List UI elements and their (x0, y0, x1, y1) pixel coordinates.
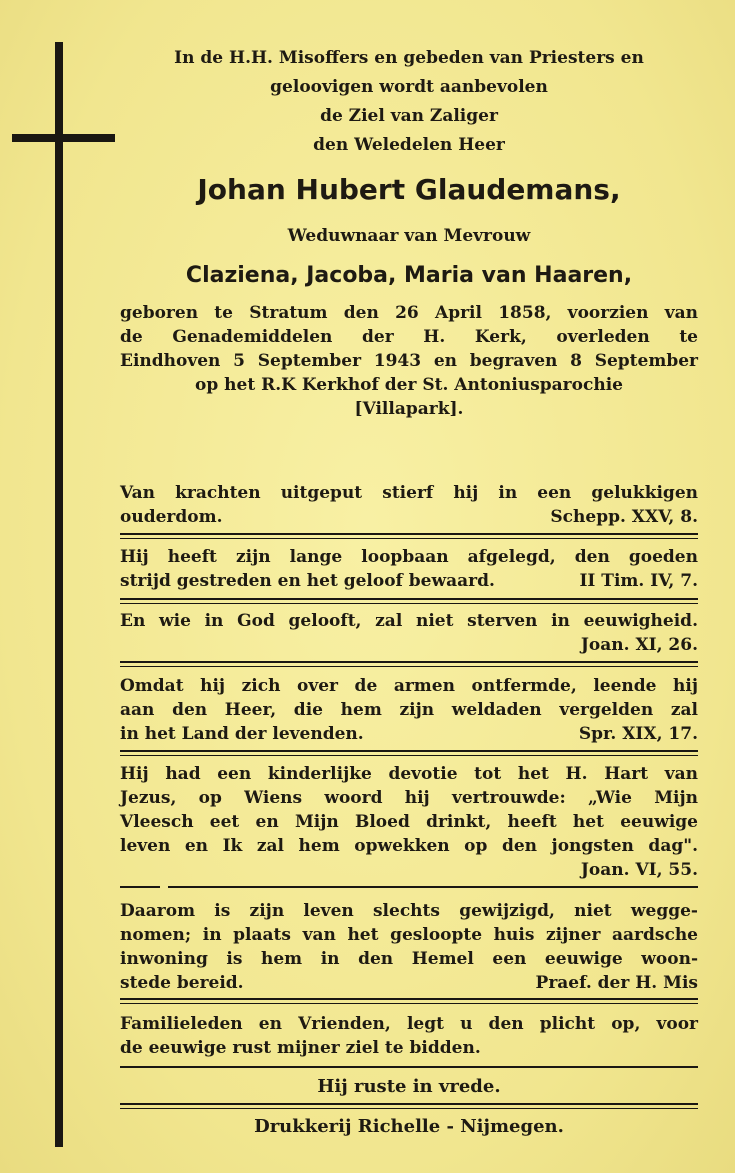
quote-last-row (120, 569, 698, 593)
cross-vertical-bar (55, 42, 63, 1147)
quote-block (120, 545, 698, 593)
quote-line: stede bereid. (120, 973, 244, 993)
quote-line: En wie in God gelooft, zal niet sterven in eeuwigheid. (120, 611, 698, 631)
quote-line: aan den Heer, die hem zijn weldaden vergelden zal (120, 700, 698, 720)
quote-source: Joan. VI, 55. (580, 860, 698, 880)
quote-source: Spr. XIX, 17. (578, 724, 698, 744)
divider (120, 1103, 698, 1105)
biography (120, 301, 698, 421)
divider (120, 661, 698, 663)
quote-source: II Tim. IV, 7. (579, 571, 698, 591)
quote-line: leven en Ik zal hem opwekken op den jongsten dag". (120, 836, 698, 856)
quote-line: Van krachten uitgeput stierf hij in een gelukkigen (120, 483, 698, 503)
quote-block (120, 609, 698, 657)
biography-line: op het R.K Kerkhof der St. Antoniusparochie (195, 375, 623, 395)
request-line: de eeuwige rust mijner ziel te bidden. (120, 1038, 481, 1058)
request-line: Familieleden en Vrienden, legt u den plicht op, voor (120, 1014, 698, 1034)
biography-line: de Genademiddelen der H. Kerk, overleden te (120, 327, 698, 347)
divider (120, 598, 698, 600)
quote-line: ouderdom. (120, 507, 223, 527)
quote-block (120, 674, 698, 746)
intro-line: den Weledelen Heer (313, 135, 505, 155)
quote-line: nomen; in plaats van het gesloopte huis zijner aardsche (120, 925, 698, 945)
intro-line: geloovigen wordt aanbevolen (270, 77, 548, 97)
widower-of-label: Weduwnaar van Mevrouw (287, 226, 531, 246)
divider (120, 750, 698, 752)
biography-line: geboren te Stratum den 26 April 1858, voorzien van (120, 303, 698, 323)
quote-source: Schepp. XXV, 8. (550, 507, 698, 527)
cross-horizontal-bar (12, 134, 115, 142)
intro-line: In de H.H. Misoffers en gebeden van Priesters en (174, 48, 644, 68)
quote-last-row (120, 505, 698, 529)
quote-line: Vleesch eet en Mijn Bloed drinkt, heeft het eeuwige (120, 812, 698, 832)
quote-block (120, 762, 698, 882)
quote-line: Omdat hij zich over de armen ontfermde, leende hij (120, 676, 698, 696)
divider (120, 1066, 698, 1068)
rest-in-peace: Hij ruste in vrede. (317, 1076, 501, 1097)
quote-line: Jezus, op Wiens woord hij vertrouwde: „Wie Mijn (120, 788, 698, 808)
quote-line: Hij heeft zijn lange loopbaan afgelegd, den goeden (120, 547, 698, 567)
divider (120, 998, 698, 1000)
quote-line: Daarom is zijn leven slechts gewijzigd, niet wegge- (120, 901, 698, 921)
intro-line: de Ziel van Zaliger (320, 106, 498, 126)
biography-line: [Villapark]. (354, 399, 464, 419)
biography-line: Eindhoven 5 September 1943 en begraven 8 September (120, 351, 698, 371)
quote-line: strijd gestreden en het geloof bewaard. (120, 571, 495, 591)
intro-text (120, 44, 698, 160)
quote-line: Hij had een kinderlijke devotie tot het H. Hart van (120, 764, 698, 784)
divider (120, 533, 698, 535)
quote-block (120, 481, 698, 529)
printer-name: Drukkerij Richelle - Nijmegen. (254, 1116, 564, 1137)
quote-line: in het Land der levenden. (120, 724, 364, 744)
quote-last-row (120, 971, 698, 995)
quote-source: Joan. XI, 26. (580, 635, 698, 655)
quote-line: inwoning is hem in den Hemel een eeuwige woon- (120, 949, 698, 969)
quote-last-row (120, 722, 698, 746)
spouse-name: Claziena, Jacoba, Maria van Haaren, (185, 263, 633, 288)
quote-block (120, 899, 698, 995)
prayer-request (120, 1012, 698, 1060)
deceased-name: Johan Hubert Glaudemans, (197, 173, 621, 206)
header-section (120, 44, 698, 421)
quote-source: Praef. der H. Mis (535, 973, 698, 993)
